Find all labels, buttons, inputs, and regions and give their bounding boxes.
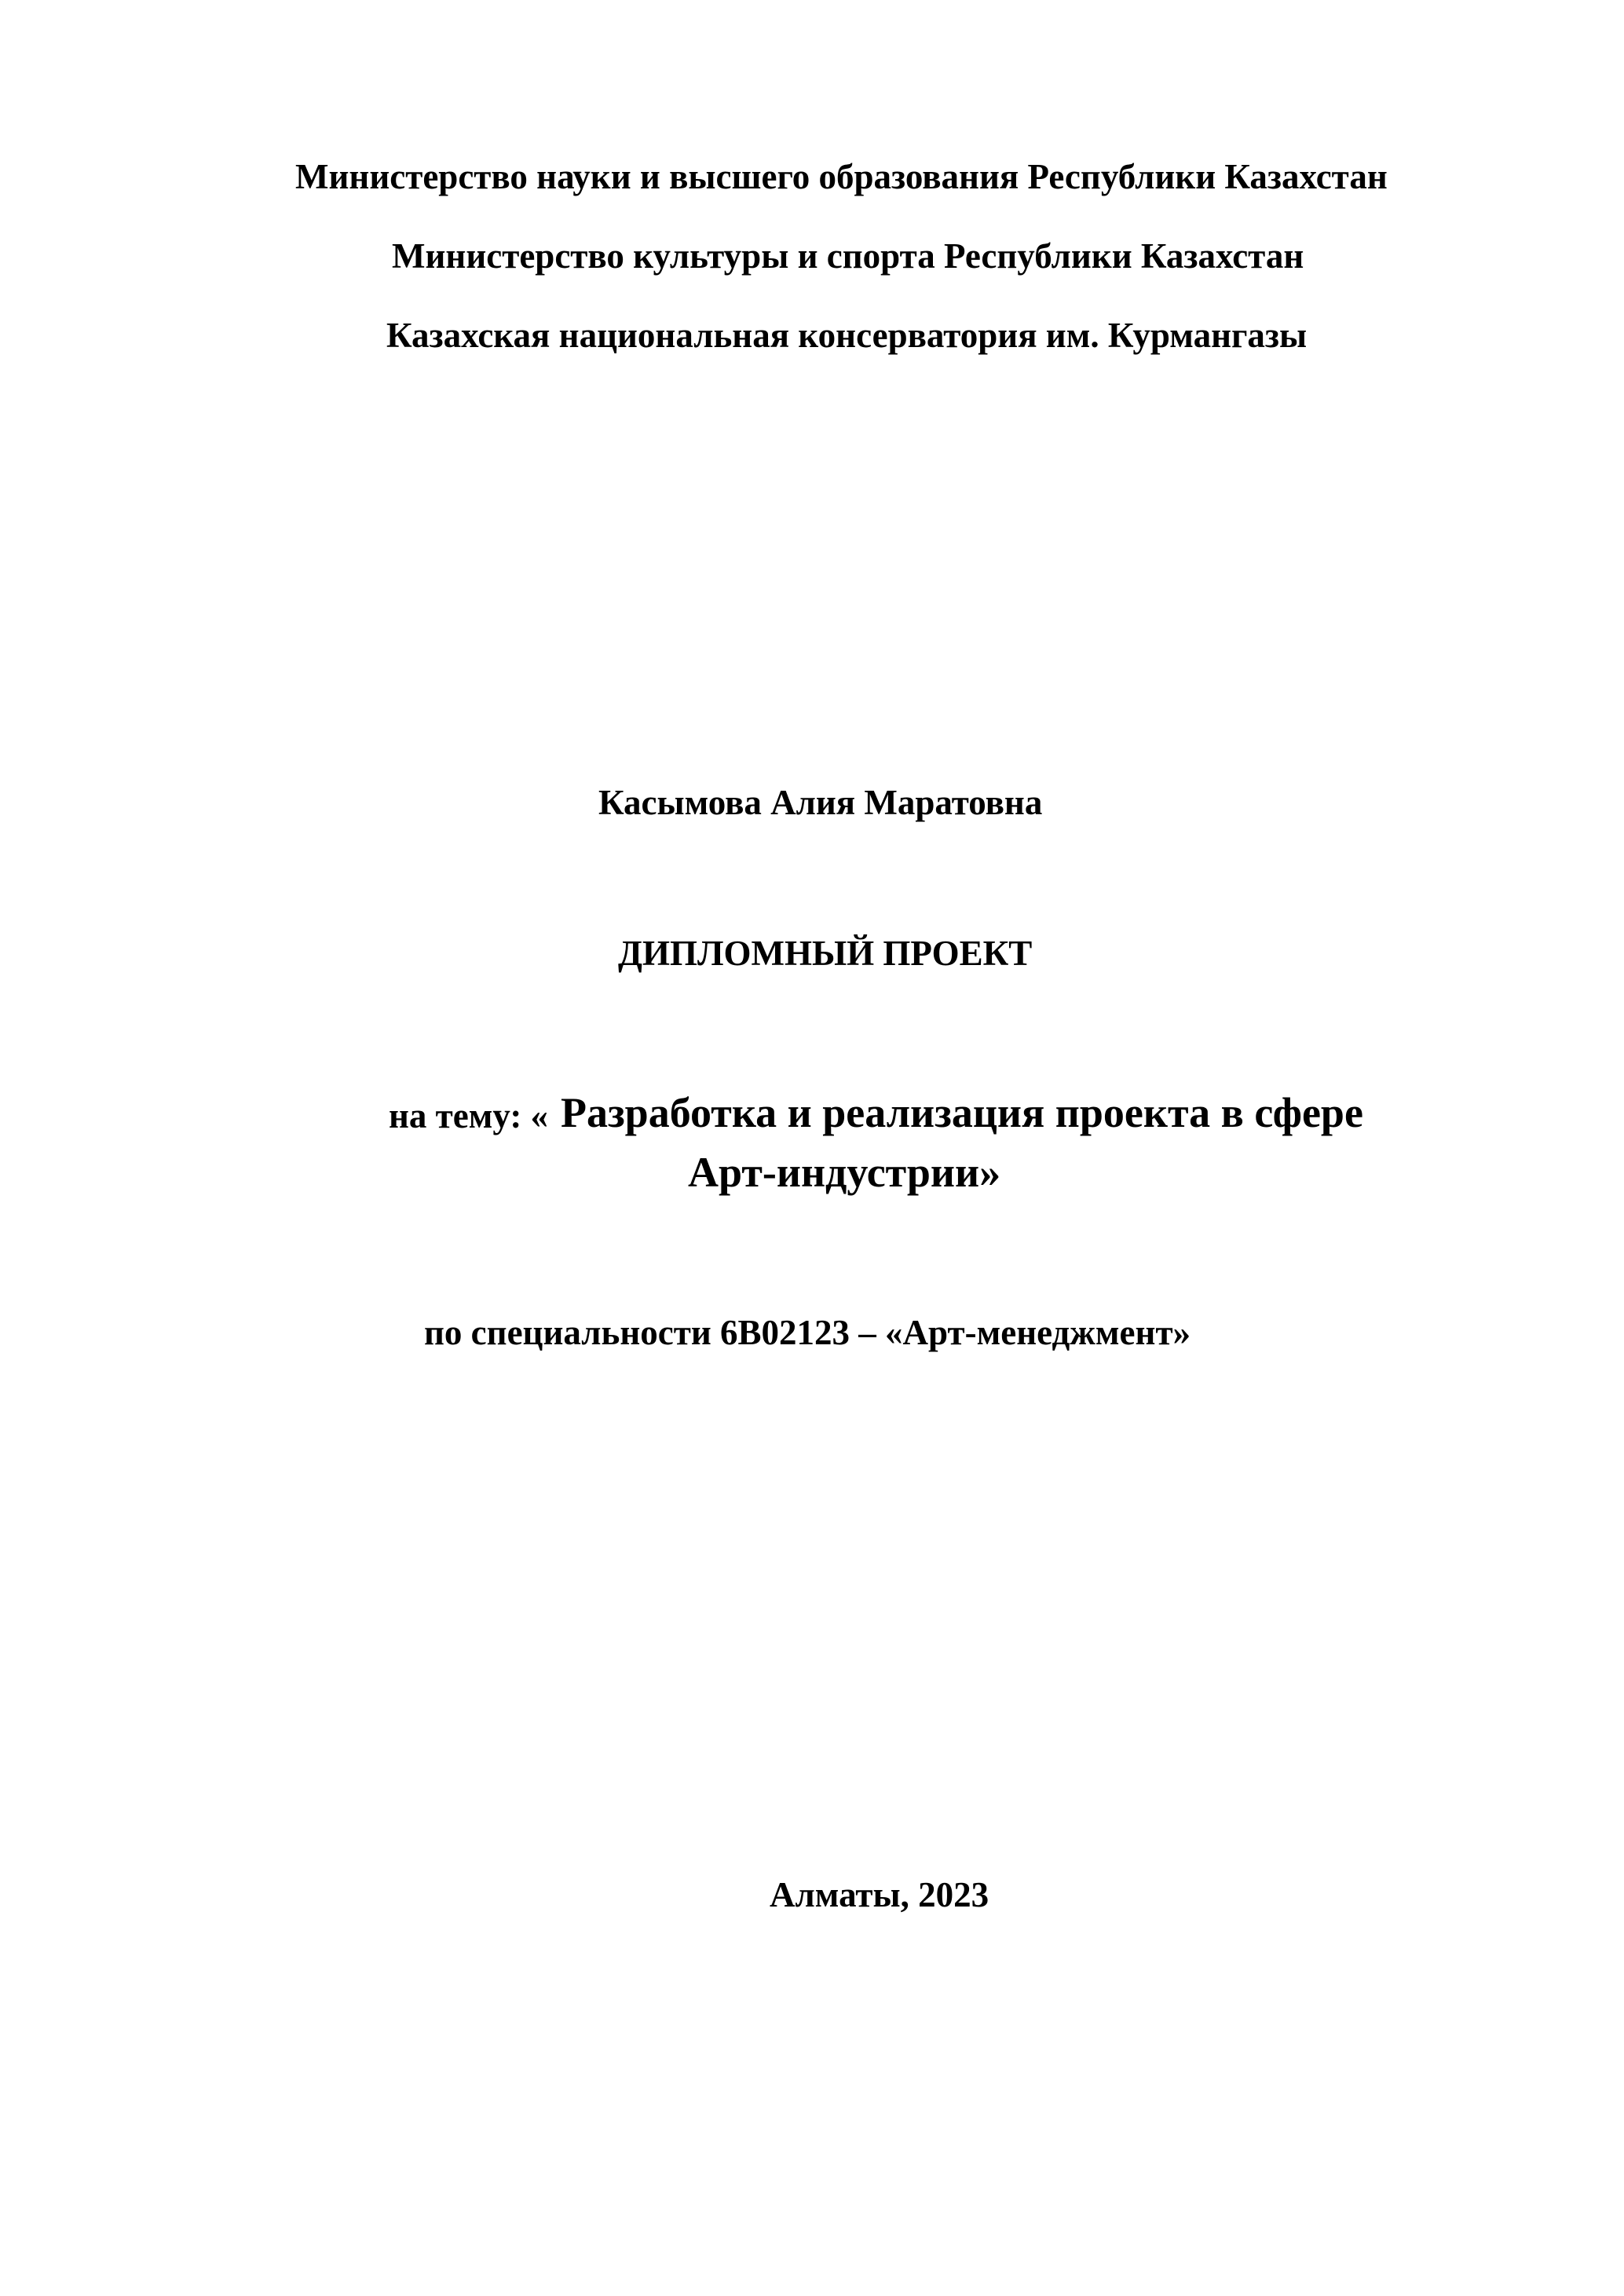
specialty-line: по специальности 6В02123 – «Арт-менеджмент» (424, 1313, 1191, 1352)
author-name: Касымова Алия Маратовна (598, 783, 1043, 822)
document-type: ДИПЛОМНЫЙ ПРОЕКТ (618, 934, 1033, 973)
topic-title-line-2: Арт-индустрии» (688, 1149, 1001, 1196)
topic-prefix: на тему: « (389, 1096, 549, 1135)
city-year: Алматы, 2023 (770, 1875, 989, 1914)
ministry-heading-1: Министерство науки и высшего образования Республики Казахстан (295, 157, 1388, 196)
topic-title-line-1: Разработка и реализация проекта в сфере (561, 1089, 1363, 1136)
ministry-heading-2: Министерство культуры и спорта Республики Казахстан (392, 236, 1304, 276)
institution-heading: Казахская национальная консерватория им. Курмангазы (386, 316, 1308, 355)
